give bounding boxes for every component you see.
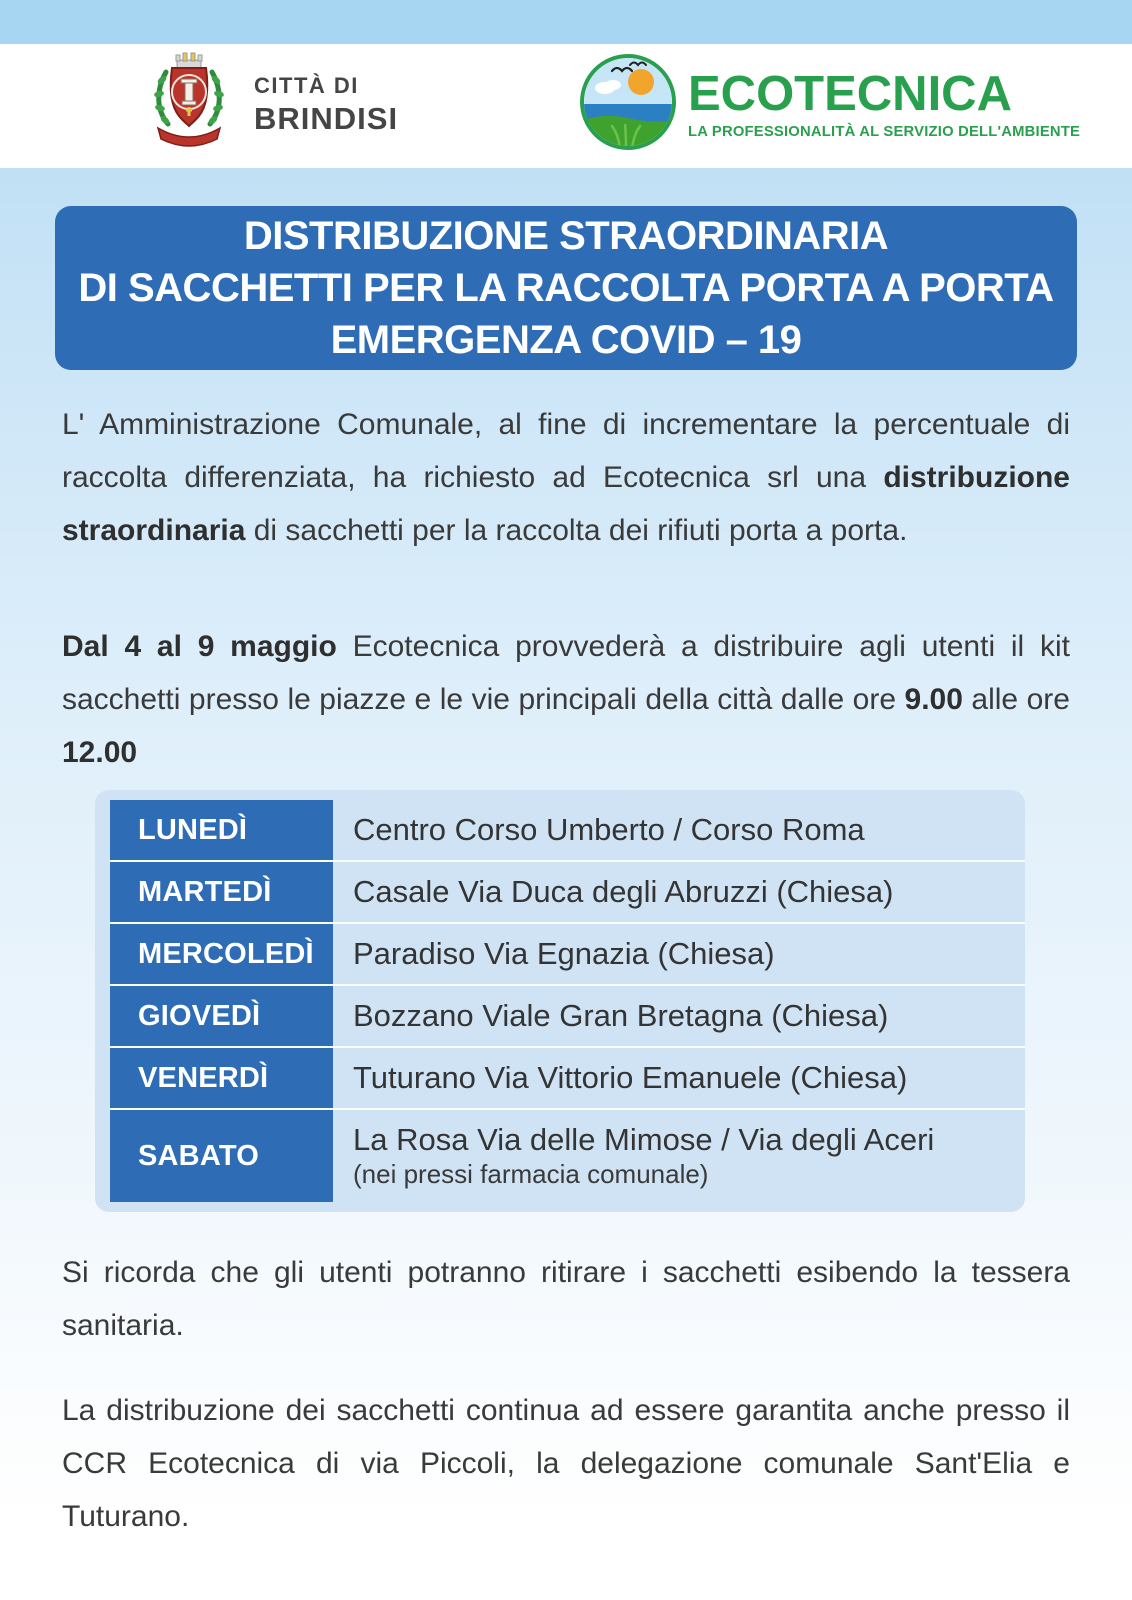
- day-cell: MERCOLEDÌ: [110, 924, 333, 984]
- company-name-block: [688, 66, 1081, 140]
- ccr-paragraph: La distribuzione dei sacchetti continua ad essere garantita anche presso il CCR Ecotecnica di via Piccoli, la delegazione comunale Sant'Elia e Tuturano.: [62, 1394, 1070, 1533]
- municipality-name-line2: BRINDISI: [254, 100, 399, 136]
- dates-bold-range: Dal 4 al 9 maggio: [62, 630, 337, 663]
- schedule-table: [95, 790, 1025, 1212]
- day-cell: SABATO: [110, 1110, 333, 1202]
- table-row: [110, 800, 1025, 862]
- municipality-name: [254, 73, 398, 137]
- title-line-3: EMERGENZA COVID – 19: [330, 318, 802, 362]
- top-strip: [0, 0, 1132, 44]
- location-note: (nei pressi farmacia comunale): [353, 1158, 709, 1189]
- location-text: La Rosa Via delle Mimose / Via degli Aceri: [353, 1122, 935, 1158]
- title-line-1: DISTRIBUZIONE STRAORDINARIA: [243, 214, 889, 258]
- location-cell: [333, 862, 1025, 922]
- location-cell: [333, 1048, 1025, 1108]
- location-cell: [333, 924, 1025, 984]
- municipality-name-line1: CITTÀ DI: [254, 72, 359, 98]
- health-card-paragraph: Si ricorda che gli utenti potranno ritirare i sacchetti esibendo la tessera sanitaria.: [62, 1256, 1070, 1342]
- dates-text-2: alle ore: [962, 683, 1070, 716]
- municipality-logo-block: [148, 52, 398, 157]
- logo-sun: [628, 69, 654, 95]
- location-text: Casale Via Duca degli Abruzzi (Chiesa): [353, 874, 894, 910]
- location-text: Paradiso Via Egnazia (Chiesa): [353, 936, 775, 972]
- company-tagline: LA PROFESSIONALITÀ AL SERVIZIO DELL'AMBIENTE: [688, 123, 1081, 140]
- dates-bold-start-time: 9.00: [904, 683, 963, 716]
- location-text: Tuturano Via Vittorio Emanuele (Chiesa): [353, 1060, 908, 1096]
- company-name: ECOTECNICA: [688, 66, 1012, 121]
- table-row: [110, 1110, 1025, 1202]
- crest-crown: [176, 53, 202, 68]
- day-cell: MARTEDÌ: [110, 862, 333, 922]
- dates-paragraph: [62, 620, 1070, 779]
- table-row: [110, 1048, 1025, 1110]
- crest-ribbon: [158, 128, 220, 146]
- brindisi-crest-icon: [148, 52, 230, 157]
- title-banner: [55, 206, 1077, 370]
- intro-text-2: di sacchetti per la raccolta dei rifiuti porta a porta.: [245, 514, 908, 547]
- intro-paragraph: [62, 398, 1070, 557]
- day-cell: GIOVEDÌ: [110, 986, 333, 1046]
- dates-text-1: Ecotecnica provvederà a distribuire agli utenti il kit sacchetti presso le piazze e le vie principali della città dalle ore: [62, 630, 1070, 716]
- ecotecnica-logo-icon: [578, 52, 678, 157]
- intro-bold-distribuzione: distribuzione straordinaria: [62, 461, 1070, 547]
- location-cell: [333, 800, 1025, 860]
- location-cell: [333, 1110, 1025, 1202]
- logo-sky: [578, 52, 678, 110]
- intro-text-1: L' Amministrazione Comunale, al fine di incrementare la percentuale di raccolta differenziata, ha richiesto ad Ecotecnica srl una: [62, 408, 1070, 494]
- table-row: [110, 986, 1025, 1048]
- header-band: [0, 44, 1132, 168]
- dates-bold-end-time: 12.00: [62, 736, 138, 769]
- company-logo-block: [578, 52, 1080, 157]
- title-line-2: DI SACCHETTI PER LA RACCOLTA PORTA A PORTA: [78, 266, 1054, 310]
- day-cell: VENERDÌ: [110, 1048, 333, 1108]
- table-row: [110, 924, 1025, 986]
- day-cell: LUNEDÌ: [110, 800, 333, 860]
- table-row: [110, 862, 1025, 924]
- location-cell: [333, 986, 1025, 1046]
- location-text: Centro Corso Umberto / Corso Roma: [353, 812, 865, 848]
- location-text: Bozzano Viale Gran Bretagna (Chiesa): [353, 998, 889, 1034]
